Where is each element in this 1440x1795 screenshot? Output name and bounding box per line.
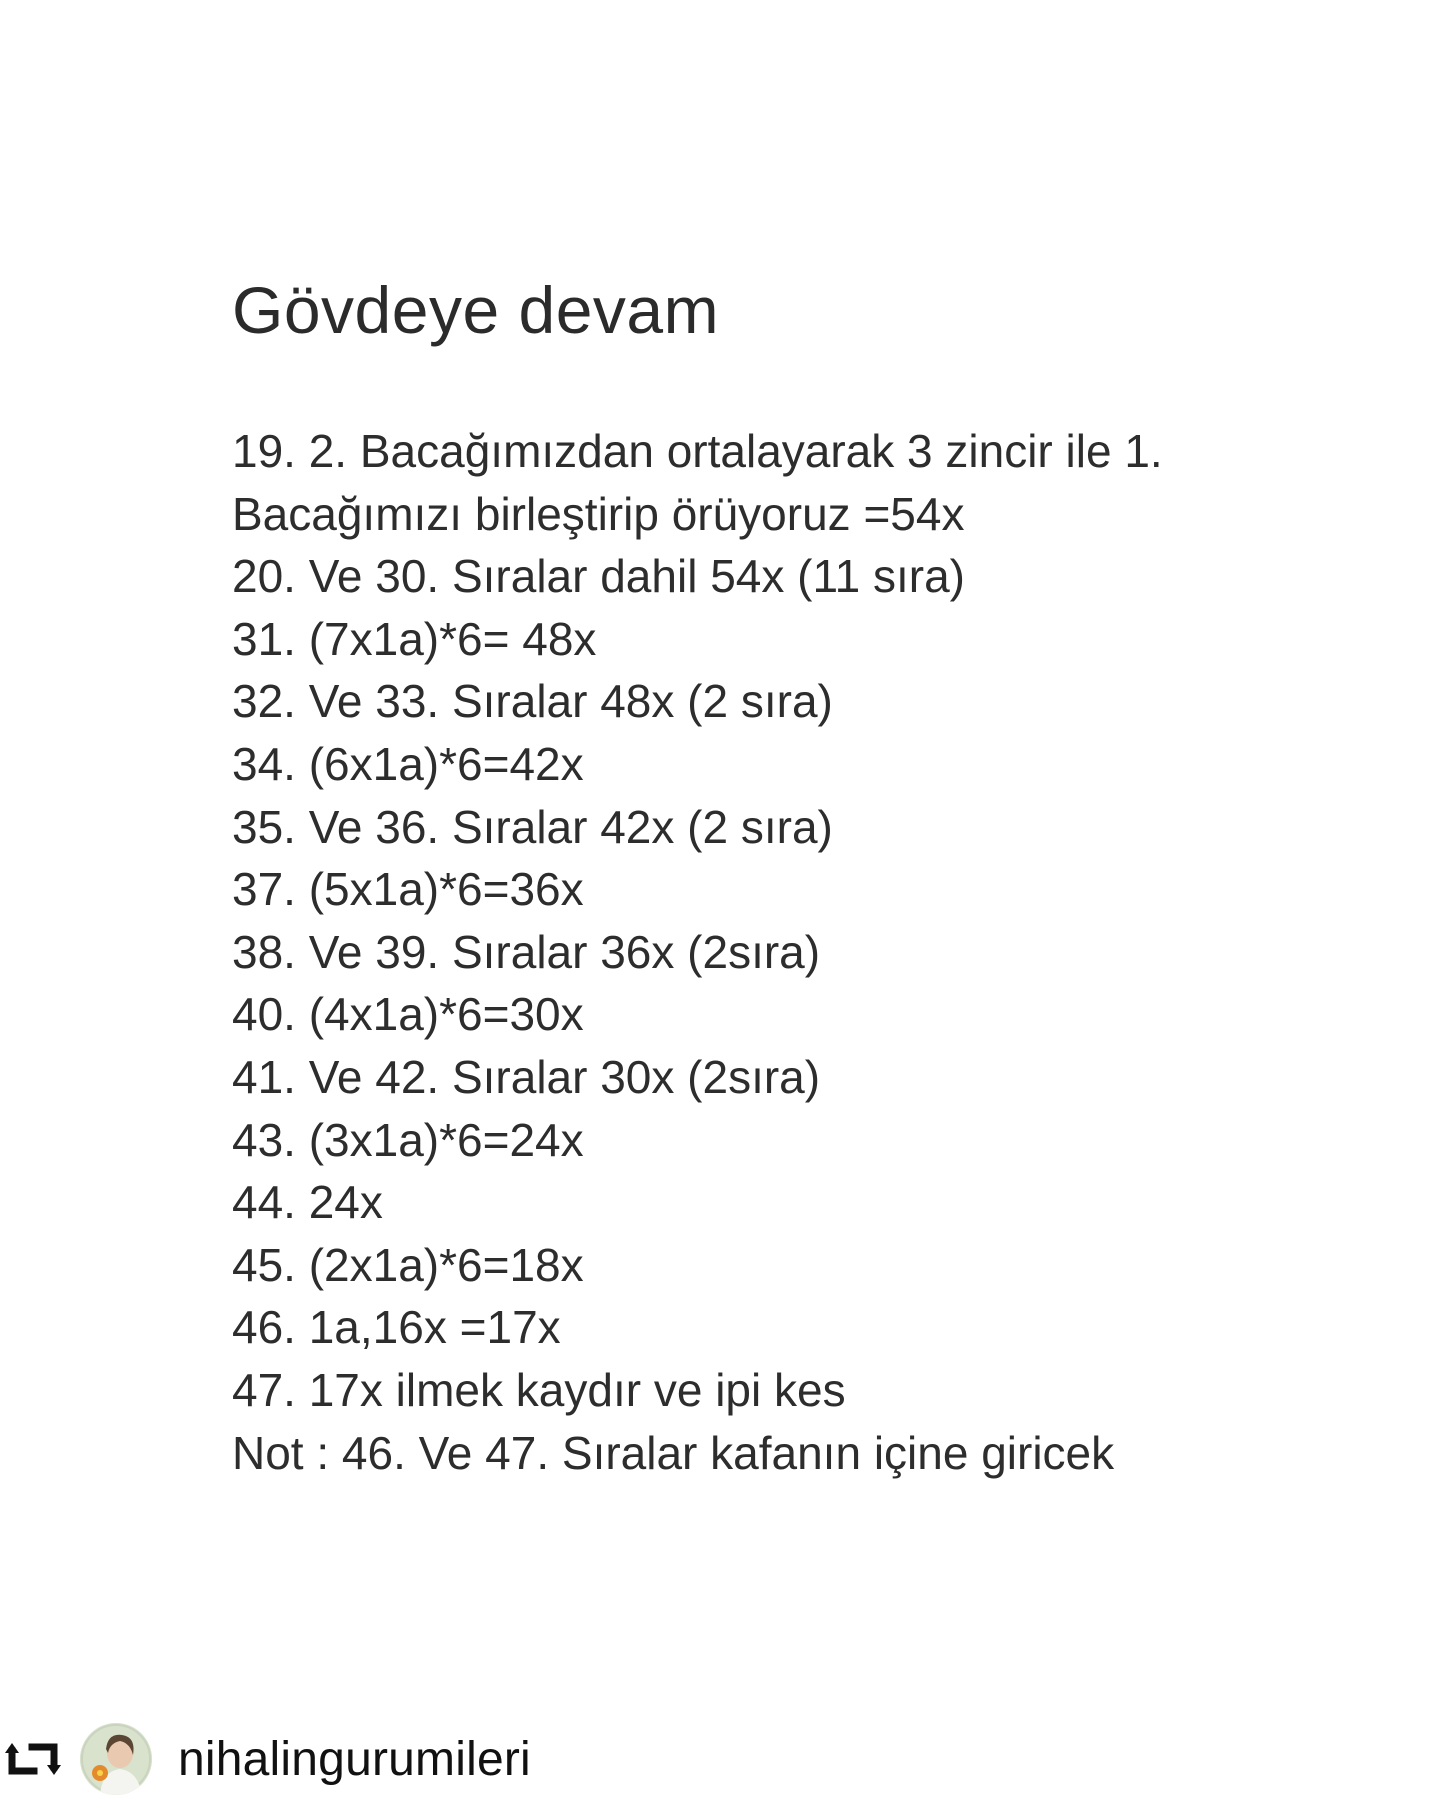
instruction-line: 35. Ve 36. Sıralar 42x (2 sıra) bbox=[232, 800, 833, 853]
instruction-line: 32. Ve 33. Sıralar 48x (2 sıra) bbox=[232, 675, 833, 728]
instruction-line: 41. Ve 42. Sıralar 30x (2sıra) bbox=[232, 1050, 821, 1103]
repost-icon[interactable] bbox=[2, 1736, 64, 1782]
instruction-line: 47. 17x ilmek kaydır ve ipi kes bbox=[232, 1363, 846, 1416]
instruction-line: 44. 24x bbox=[232, 1176, 383, 1229]
instruction-line: 19. 2. Bacağımızdan ortalayarak 3 zincir ile 1. bbox=[232, 425, 1163, 477]
instruction-line: Bacağımızı birleştirip örüyoruz =54x bbox=[232, 487, 965, 540]
instruction-line: 43. (3x1a)*6=24x bbox=[232, 1113, 584, 1166]
instruction-line: 37. (5x1a)*6=36x bbox=[232, 863, 584, 916]
instruction-line: 40. (4x1a)*6=30x bbox=[232, 988, 584, 1041]
avatar[interactable] bbox=[80, 1723, 152, 1795]
repost-footer bbox=[0, 1726, 531, 1792]
instruction-line: 34. (6x1a)*6=42x bbox=[232, 737, 584, 790]
instruction-line: 31. (7x1a)*6= 48x bbox=[232, 612, 597, 665]
username[interactable]: nihalingurumileri bbox=[178, 1732, 531, 1786]
instruction-line: 45. (2x1a)*6=18x bbox=[232, 1238, 584, 1291]
page-title: Gövdeye devam bbox=[232, 273, 720, 347]
instruction-line: 20. Ve 30. Sıralar dahil 54x (11 sıra) bbox=[232, 550, 965, 603]
instruction-list bbox=[232, 420, 1352, 1484]
instruction-line: Not : 46. Ve 47. Sıralar kafanın içine giricek bbox=[232, 1426, 1115, 1479]
instruction-line: 38. Ve 39. Sıralar 36x (2sıra) bbox=[232, 925, 821, 978]
document-body bbox=[232, 270, 1352, 1484]
instruction-line: 46. 1a,16x =17x bbox=[232, 1301, 561, 1354]
